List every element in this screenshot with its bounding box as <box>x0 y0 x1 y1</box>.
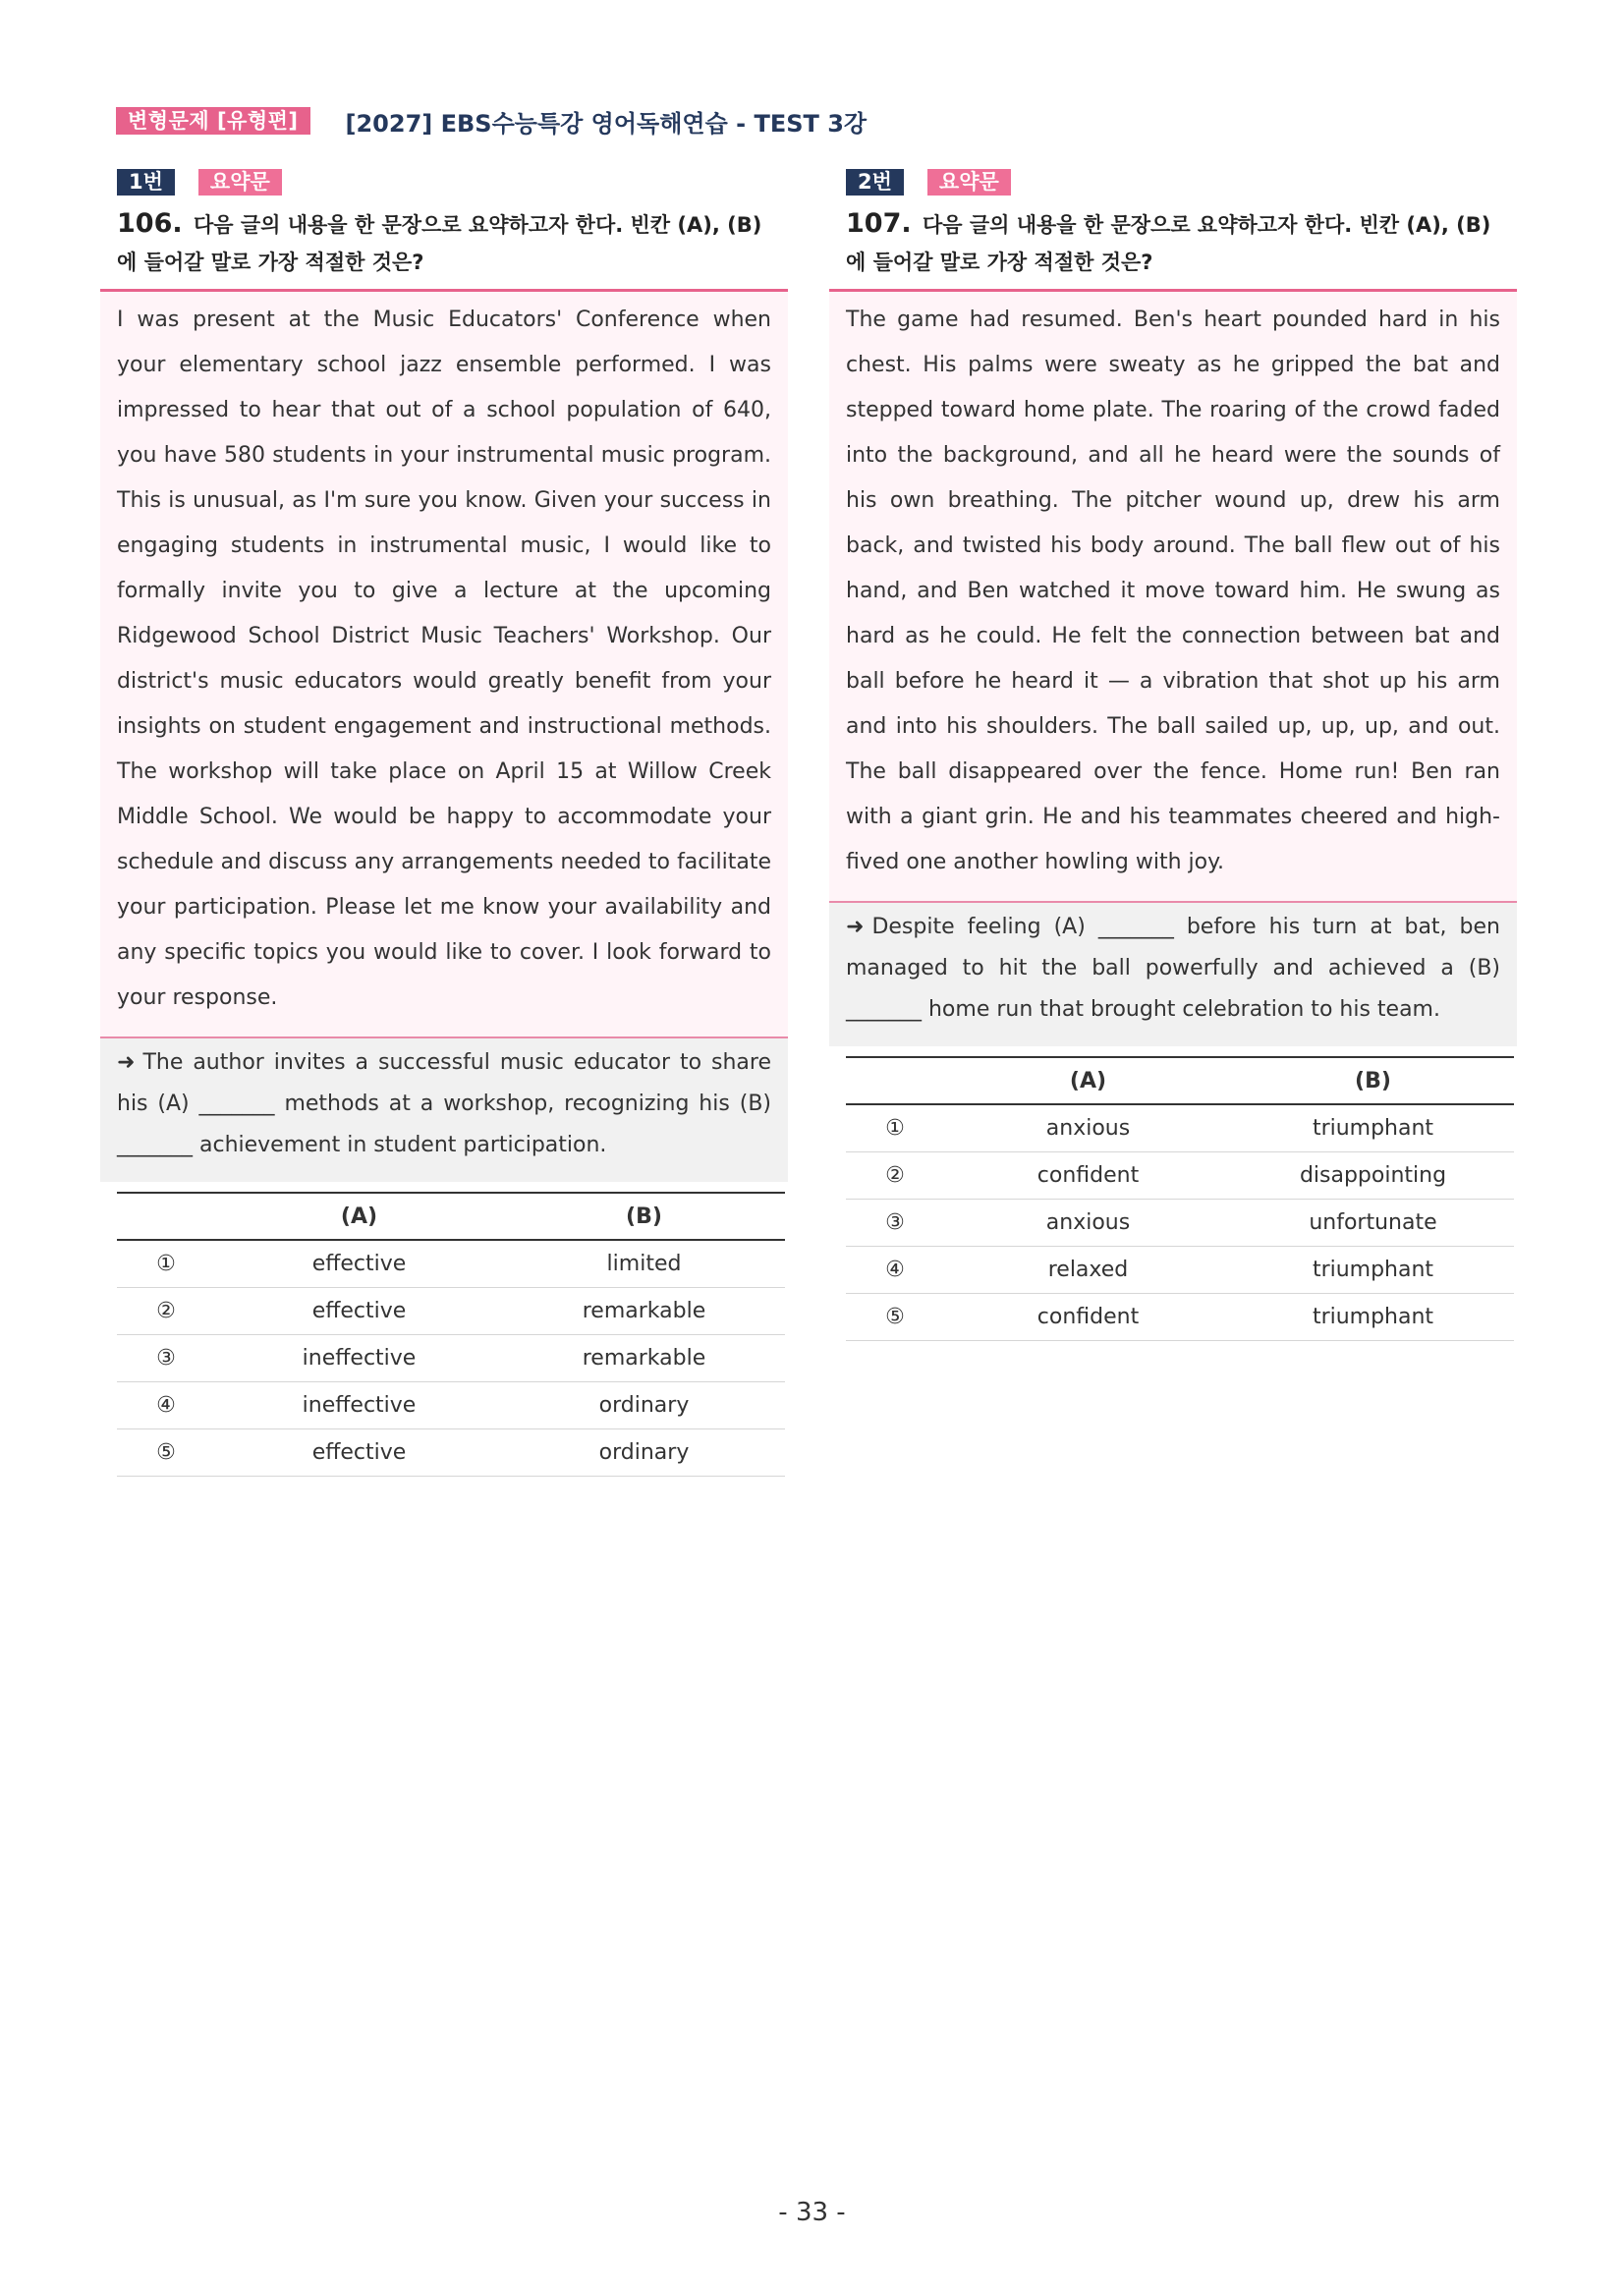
question-badges <box>846 169 1517 196</box>
option-row-2[interactable] <box>117 1288 785 1335</box>
question-number-badge: 2번 <box>846 169 904 196</box>
option-a: effective <box>215 1288 503 1335</box>
question-prompt <box>117 205 768 281</box>
option-number: ② <box>117 1288 215 1335</box>
table-header-a: (A) <box>215 1193 503 1240</box>
option-a: ineffective <box>215 1335 503 1382</box>
table-header-row <box>846 1057 1514 1104</box>
answer-options-table <box>117 1192 785 1477</box>
option-number: ⑤ <box>846 1294 944 1341</box>
answer-options-table <box>846 1056 1514 1341</box>
option-row-3[interactable] <box>117 1335 785 1382</box>
option-row-2[interactable] <box>846 1152 1514 1200</box>
option-a: ineffective <box>215 1382 503 1429</box>
option-b: limited <box>503 1240 785 1288</box>
question-prompt <box>846 205 1497 281</box>
summary-box <box>829 903 1517 1046</box>
option-a: confident <box>944 1152 1232 1200</box>
question-number-badge: 1번 <box>117 169 175 196</box>
question-type-badge: 요약문 <box>198 169 282 196</box>
option-row-5[interactable] <box>846 1294 1514 1341</box>
document-title: [2027] EBS수능특강 영어독해연습 - TEST 3강 <box>345 109 868 138</box>
summary-text: Despite feeling (A) _______ before his turn at bat, ben managed to hit the ball powerfully and achieved a (B) _______ home run that brought celebration to his team. <box>846 915 1500 1022</box>
table-header-b: (B) <box>503 1193 785 1240</box>
option-a: anxious <box>944 1200 1232 1247</box>
option-row-4[interactable] <box>846 1247 1514 1294</box>
question-number: 106. <box>117 208 183 239</box>
option-row-1[interactable] <box>846 1104 1514 1152</box>
question-badges <box>117 169 788 196</box>
question-text: 다음 글의 내용을 한 문장으로 요약하고자 한다. 빈칸 (A), (B)에 들어갈 말로 가장 적절한 것은? <box>846 213 1491 274</box>
option-number: ④ <box>846 1247 944 1294</box>
question-block-106 <box>100 169 788 1477</box>
option-number: ① <box>846 1104 944 1152</box>
option-b: remarkable <box>503 1288 785 1335</box>
question-text: 다음 글의 내용을 한 문장으로 요약하고자 한다. 빈칸 (A), (B)에 들어갈 말로 가장 적절한 것은? <box>117 213 762 274</box>
option-row-4[interactable] <box>117 1382 785 1429</box>
option-number: ③ <box>117 1335 215 1382</box>
table-header-number <box>117 1193 215 1240</box>
option-b: triumphant <box>1232 1247 1514 1294</box>
option-row-5[interactable] <box>117 1429 785 1477</box>
option-number: ② <box>846 1152 944 1200</box>
category-tag: 변형문제 [유형편] <box>116 107 310 135</box>
option-number: ⑤ <box>117 1429 215 1477</box>
table-header-row <box>117 1193 785 1240</box>
option-a: relaxed <box>944 1247 1232 1294</box>
question-number: 107. <box>846 208 912 239</box>
option-number: ① <box>117 1240 215 1288</box>
option-b: unfortunate <box>1232 1200 1514 1247</box>
option-b: triumphant <box>1232 1294 1514 1341</box>
summary-text: The author invites a successful music educator to share his (A) _______ methods at a workshop, recognizing his (B) _______ achievement in student participation. <box>117 1050 771 1157</box>
table-header-b: (B) <box>1232 1057 1514 1104</box>
option-row-1[interactable] <box>117 1240 785 1288</box>
question-type-badge: 요약문 <box>927 169 1011 196</box>
option-a: effective <box>215 1240 503 1288</box>
summary-box <box>100 1038 788 1182</box>
option-number: ④ <box>117 1382 215 1429</box>
page-header <box>116 106 867 136</box>
passage-text: The game had resumed. Ben's heart pounded hard in his chest. His palms were sweaty as he gripped the bat and stepped toward home plate. The roaring of the crowd faded into the background, and all he heard were the sounds of his own breathing. The pitcher wound up, drew his arm back, and twisted his body around. The ball flew out of his hand, and Ben watched it move toward him. He swung as hard as he could. He felt the connection between bat and ball before he heard it — a vibration that shot up his arm and into his shoulders. The ball sailed up, up, up, and out. The ball disappeared over the fence. Home run! Ben ran with a giant grin. He and his teammates cheered and high-fived one another howling with joy. <box>829 289 1517 903</box>
table-header-a: (A) <box>944 1057 1232 1104</box>
option-b: disappointing <box>1232 1152 1514 1200</box>
option-b: triumphant <box>1232 1104 1514 1152</box>
option-b: ordinary <box>503 1382 785 1429</box>
table-header-number <box>846 1057 944 1104</box>
option-number: ③ <box>846 1200 944 1247</box>
passage-text: I was present at the Music Educators' Conference when your elementary school jazz ensemble performed. I was impressed to hear that out of a school population of 640, you have 580 students in your instrumental music program. This is unusual, as I'm sure you know. Given your success in engaging students in instrumental music, I would like to formally invite you to give a lecture at the upcoming Ridgewood School District Music Teachers' Workshop. Our district's music educators would greatly benefit from your insights on student engagement and instructional methods. The workshop will take place on April 15 at Willow Creek Middle School. We would be happy to accommodate your schedule and discuss any arrangements needed to facilitate your participation. Please let me know your availability and any specific topics you would like to cover. I look forward to your response. <box>100 289 788 1038</box>
option-a: anxious <box>944 1104 1232 1152</box>
option-b: ordinary <box>503 1429 785 1477</box>
arrow-icon: ➜ <box>117 1050 136 1075</box>
option-b: remarkable <box>503 1335 785 1382</box>
page-number: - 33 - <box>778 2198 846 2227</box>
option-a: confident <box>944 1294 1232 1341</box>
arrow-icon: ➜ <box>846 915 865 939</box>
option-a: effective <box>215 1429 503 1477</box>
option-row-3[interactable] <box>846 1200 1514 1247</box>
question-block-107 <box>829 169 1517 1341</box>
